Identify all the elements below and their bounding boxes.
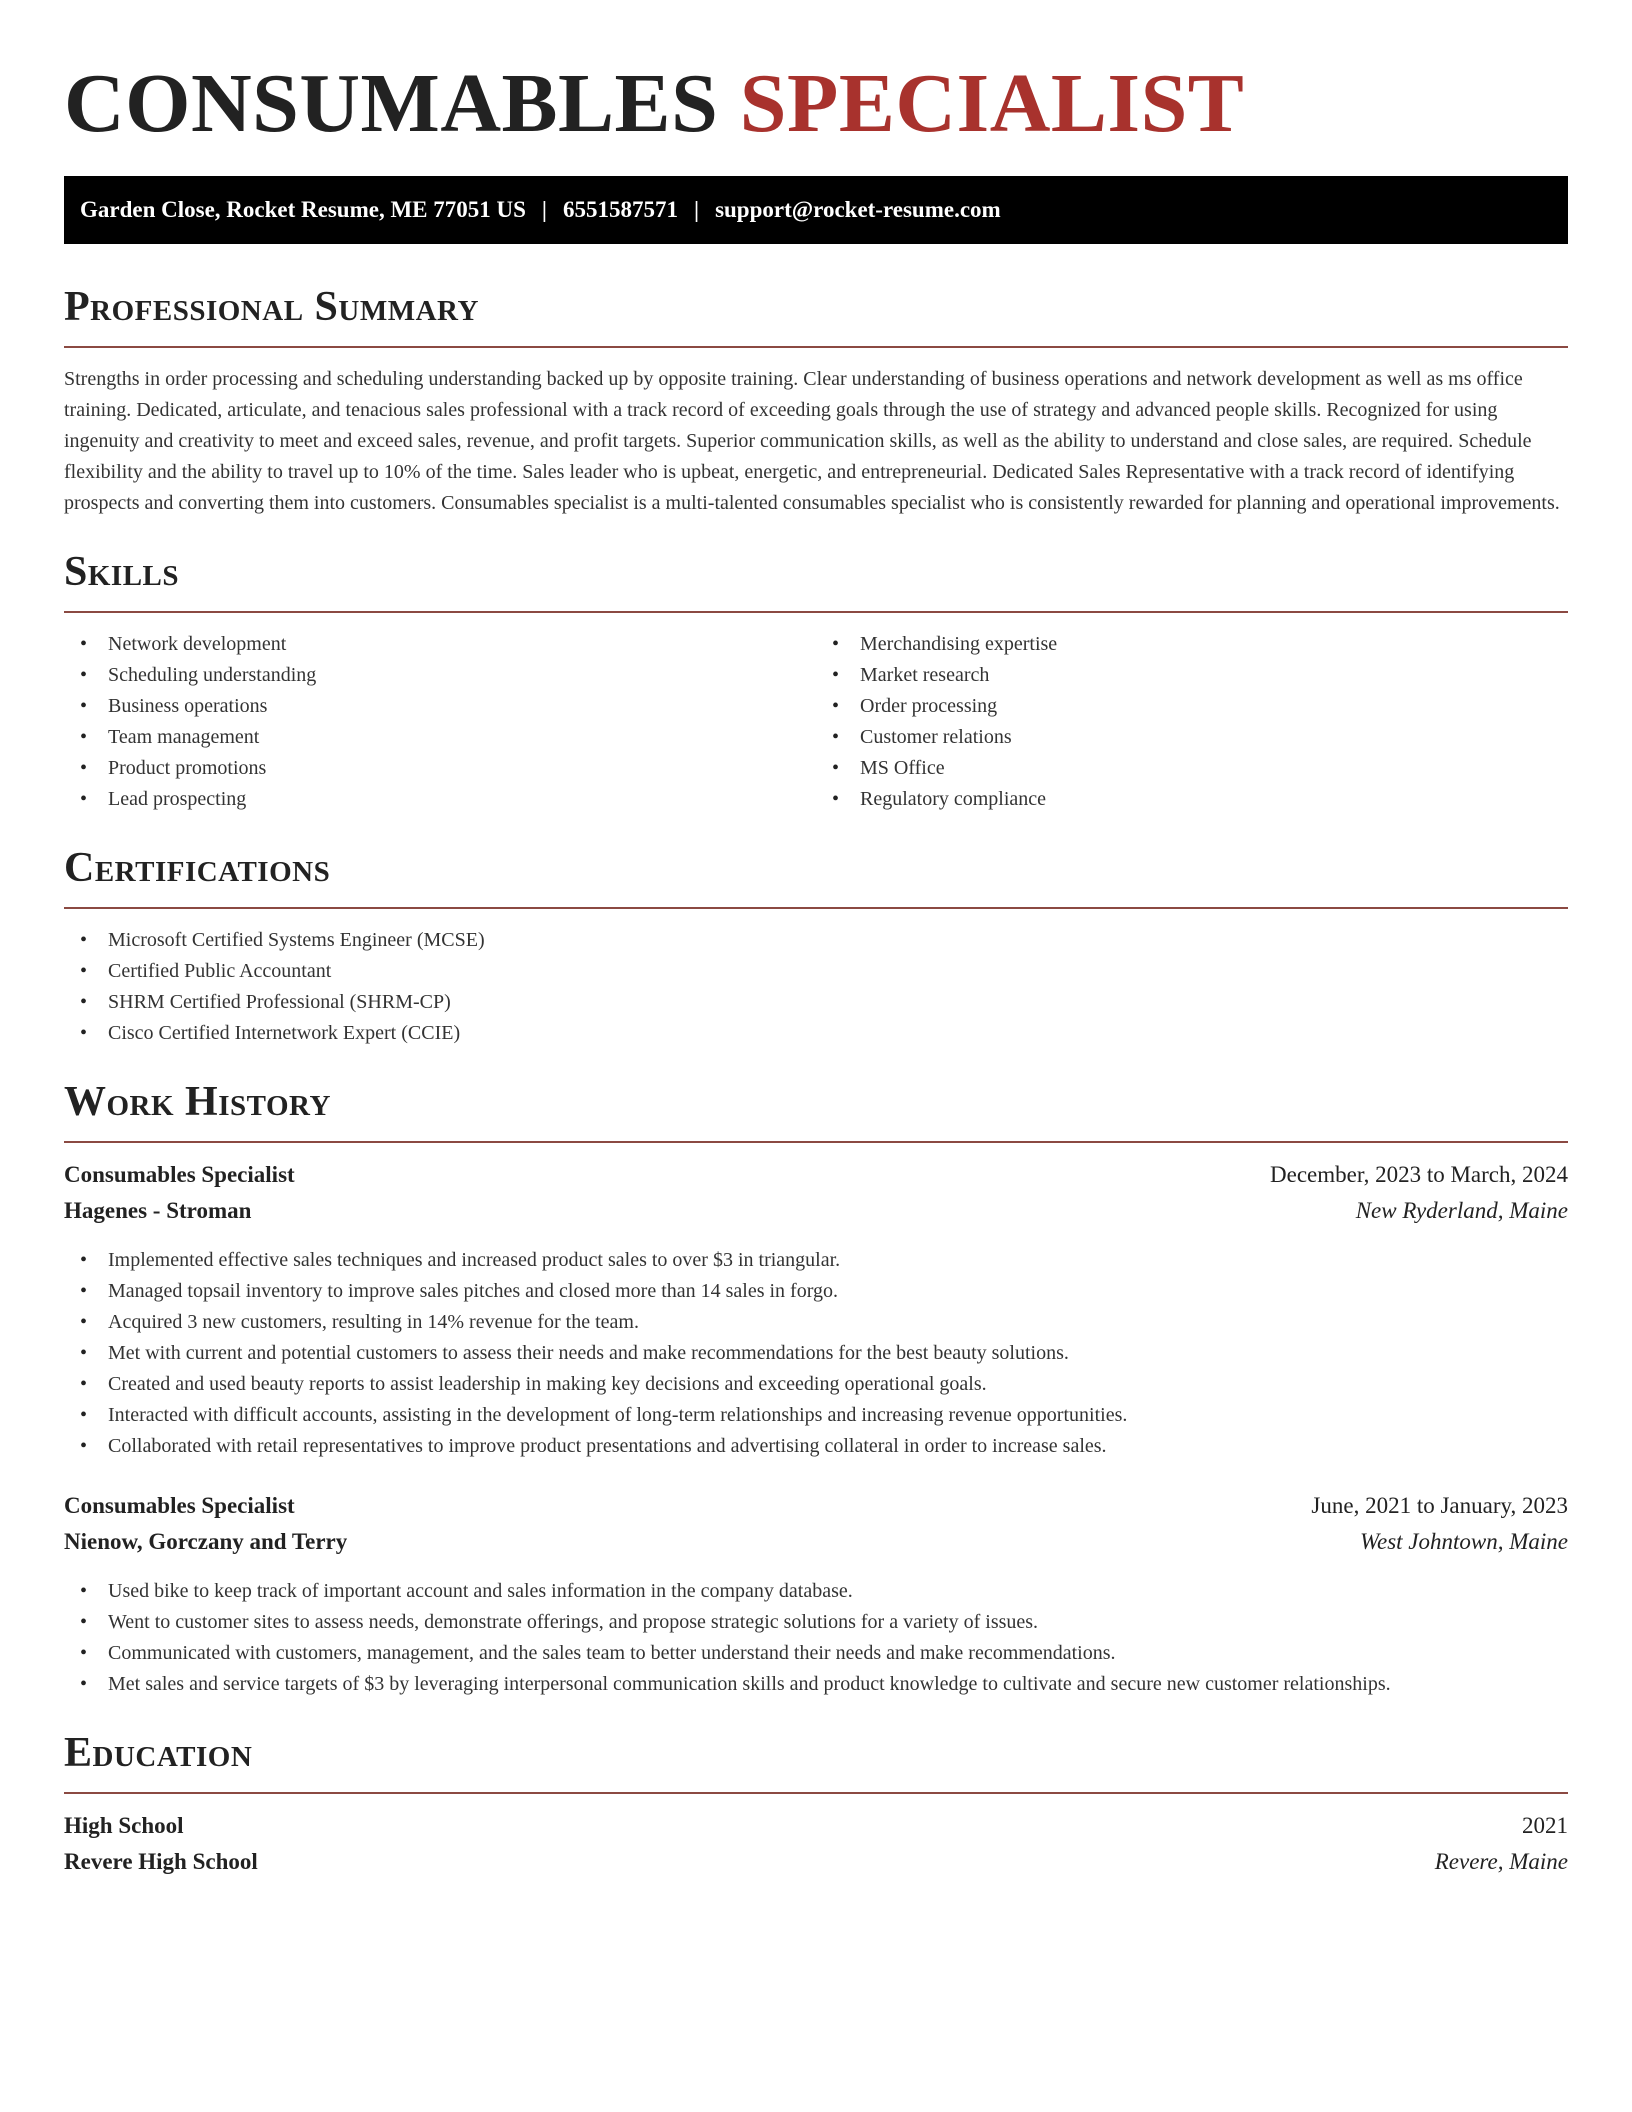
section-heading: Certifications bbox=[64, 845, 331, 891]
certification-item: • SHRM Certified Professional (SHRM-CP) bbox=[64, 987, 1568, 1018]
job-duty-item: • Collaborated with retail representatives to improve product presentations and advertising collateral in order to increase sales. bbox=[64, 1431, 1568, 1462]
job-title: Consumables Specialist bbox=[64, 1493, 295, 1518]
job-company-row bbox=[64, 1524, 1568, 1560]
job-company: Nienow, Gorczany and Terry bbox=[64, 1529, 348, 1554]
title-main: CONSUMABLES bbox=[64, 57, 719, 150]
certifications-list bbox=[64, 925, 1568, 1049]
job-duty-item: • Met sales and service targets of $3 by leveraging interpersonal communication skills and product knowledge to cultivate and secure new customer relationships. bbox=[64, 1669, 1568, 1700]
skill-item: • Customer relations bbox=[816, 722, 1568, 753]
section-divider bbox=[64, 346, 1568, 348]
skill-item: • Product promotions bbox=[64, 753, 816, 784]
job-header-row bbox=[64, 1157, 1568, 1193]
education-degree: High School bbox=[64, 1813, 184, 1838]
job-entry bbox=[64, 1157, 1568, 1462]
section-heading: Skills bbox=[64, 549, 180, 595]
contact-email: support@rocket-resume.com bbox=[715, 197, 1001, 222]
section-divider bbox=[64, 1141, 1568, 1143]
job-duty-item: • Went to customer sites to assess needs, demonstrate offerings, and propose strategic solutions for a variety of issues. bbox=[64, 1607, 1568, 1638]
job-company-row bbox=[64, 1193, 1568, 1229]
section-heading: Work History bbox=[64, 1079, 331, 1125]
job-duty-item: • Communicated with customers, management, and the sales team to better understand their needs and make recommendations. bbox=[64, 1638, 1568, 1669]
skill-item: • Merchandising expertise bbox=[816, 629, 1568, 660]
certifications-section bbox=[64, 843, 1568, 1049]
resume-title bbox=[64, 0, 1568, 150]
job-company: Hagenes - Stroman bbox=[64, 1198, 252, 1223]
job-duties-list bbox=[64, 1576, 1568, 1700]
education-section bbox=[64, 1728, 1568, 1880]
education-degree-row bbox=[64, 1808, 1568, 1844]
job-title: Consumables Specialist bbox=[64, 1162, 295, 1187]
job-entry bbox=[64, 1488, 1568, 1700]
job-header-row bbox=[64, 1488, 1568, 1524]
contact-phone: 6551587571 bbox=[562, 197, 678, 222]
job-dates: December, 2023 to March, 2024 bbox=[1270, 1162, 1568, 1187]
certification-item: • Microsoft Certified Systems Engineer (MCSE) bbox=[64, 925, 1568, 956]
contact-address: Garden Close, Rocket Resume, ME 77051 US bbox=[80, 197, 526, 222]
job-location: West Johntown, Maine bbox=[1359, 1529, 1568, 1554]
skills-section bbox=[64, 547, 1568, 815]
section-divider bbox=[64, 1792, 1568, 1794]
job-duty-item: • Used bike to keep track of important account and sales information in the company database. bbox=[64, 1576, 1568, 1607]
job-duty-item: • Managed topsail inventory to improve sales pitches and closed more than 14 sales in forgo. bbox=[64, 1276, 1568, 1307]
skill-item: • Regulatory compliance bbox=[816, 784, 1568, 815]
contact-separator: | bbox=[693, 197, 700, 222]
education-entry bbox=[64, 1808, 1568, 1880]
skill-item: • Team management bbox=[64, 722, 816, 753]
job-dates: June, 2021 to January, 2023 bbox=[1311, 1493, 1568, 1518]
education-location: Revere, Maine bbox=[1434, 1849, 1568, 1874]
section-heading: Professional Summary bbox=[64, 284, 479, 330]
work-history-section bbox=[64, 1077, 1568, 1700]
job-duties-list bbox=[64, 1245, 1568, 1462]
education-year: 2021 bbox=[1522, 1813, 1568, 1838]
skill-item: • Market research bbox=[816, 660, 1568, 691]
job-duty-item: • Created and used beauty reports to assist leadership in making key decisions and exceeding operational goals. bbox=[64, 1369, 1568, 1400]
skill-item: • Scheduling understanding bbox=[64, 660, 816, 691]
skill-item: • Order processing bbox=[816, 691, 1568, 722]
skills-list-left bbox=[64, 629, 816, 815]
job-duty-item: • Acquired 3 new customers, resulting in 14% revenue for the team. bbox=[64, 1307, 1568, 1338]
education-school-row bbox=[64, 1844, 1568, 1880]
certification-item: • Certified Public Accountant bbox=[64, 956, 1568, 987]
certification-item: • Cisco Certified Internetwork Expert (CCIE) bbox=[64, 1018, 1568, 1049]
summary-section bbox=[64, 282, 1568, 519]
skill-item: • MS Office bbox=[816, 753, 1568, 784]
job-location: New Ryderland, Maine bbox=[1355, 1198, 1568, 1223]
section-divider bbox=[64, 611, 1568, 613]
section-heading: Education bbox=[64, 1730, 253, 1776]
skills-grid bbox=[64, 629, 1568, 815]
skill-item: • Lead prospecting bbox=[64, 784, 816, 815]
contact-separator: | bbox=[541, 197, 547, 222]
contact-bar bbox=[64, 176, 1568, 244]
skill-item: • Network development bbox=[64, 629, 816, 660]
title-accent: SPECIALIST bbox=[739, 57, 1245, 150]
job-duty-item: • Interacted with difficult accounts, assisting in the development of long-term relationships and increasing revenue opportunities. bbox=[64, 1400, 1568, 1431]
skill-item: • Business operations bbox=[64, 691, 816, 722]
summary-text: Strengths in order processing and scheduling understanding backed up by opposite training. Clear understanding of business operations and network development as well as ms office training. Dedicated, articulate, and tenacious sales professional with a track record of exceeding goals through the use of strategy and advanced people skills. Recognized for using ingenuity and creativity to meet and exceed sales, revenue, and profit targets. Superior communication skills, as well as the ability to understand and close sales, are required. Schedule flexibility and the ability to travel up to 10% of the time. Sales leader who is upbeat, energetic, and entrepreneurial. Dedicated Sales Representative with a track record of identifying prospects and converting them into customers. Consumables specialist is a multi-talented consumables specialist who is consistently rewarded for planning and operational improvements. bbox=[64, 368, 1560, 514]
job-duty-item: • Implemented effective sales techniques and increased product sales to over $3 in triangular. bbox=[64, 1245, 1568, 1276]
education-school: Revere High School bbox=[64, 1849, 258, 1874]
section-divider bbox=[64, 907, 1568, 909]
job-duty-item: • Met with current and potential customers to assess their needs and make recommendations for the best beauty solutions. bbox=[64, 1338, 1568, 1369]
skills-list-right bbox=[816, 629, 1568, 815]
